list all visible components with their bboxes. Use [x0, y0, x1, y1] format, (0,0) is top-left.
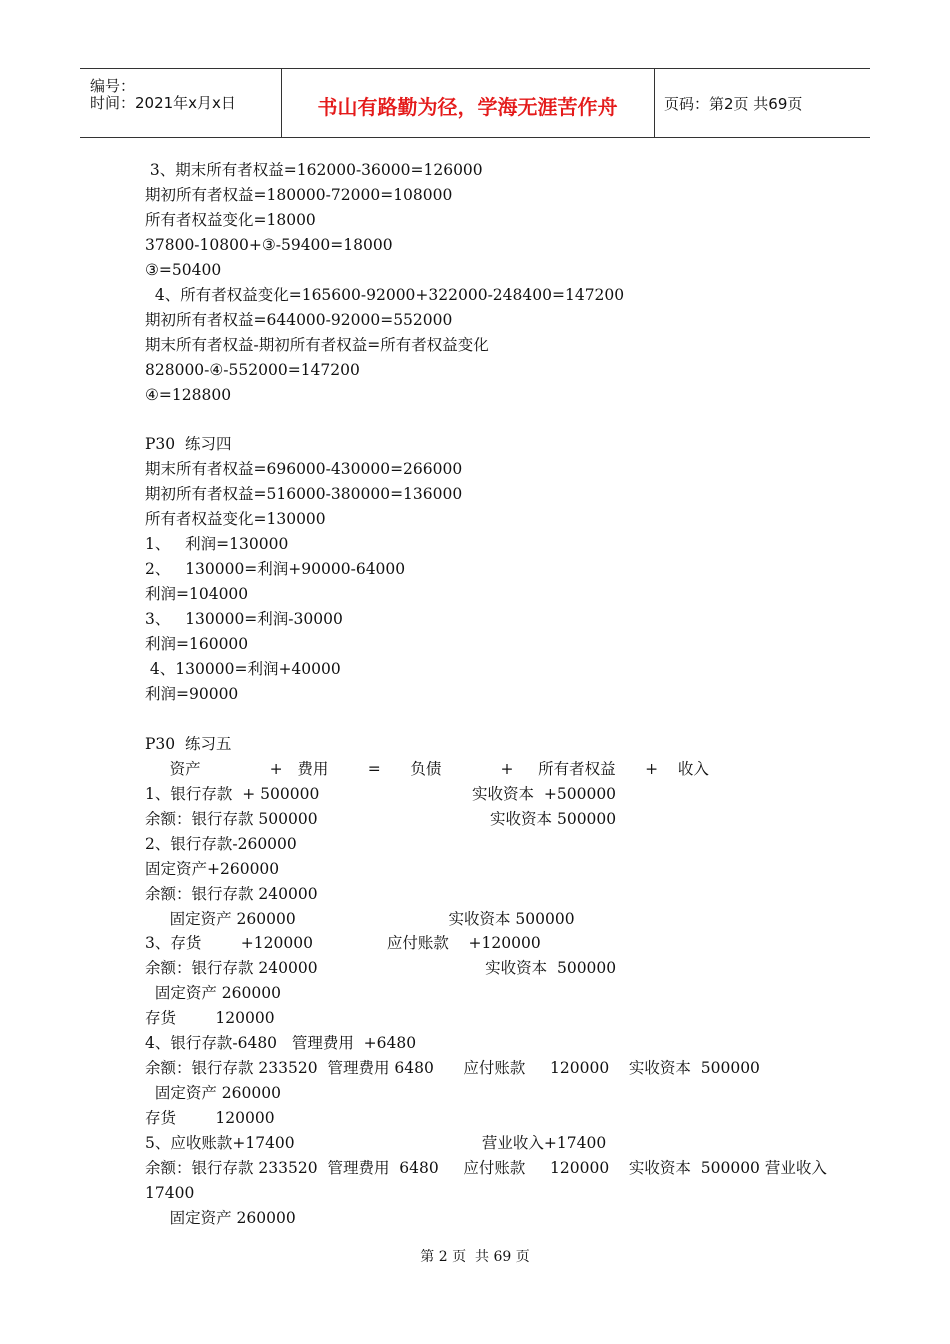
text-line: 固定资产 260000: [145, 1084, 281, 1103]
text-line: P30 练习五: [145, 734, 232, 753]
text-line: 利润=160000: [145, 635, 249, 654]
text-line: 资产 + 费用 = 负债 + 所有者权益 + 收入: [145, 759, 709, 778]
text-line: 1、 利润=130000: [145, 535, 289, 554]
text-line: 存货 120000: [145, 1009, 275, 1028]
text-line: 4、所有者权益变化=165600-92000+322000-248400=147200: [145, 285, 625, 304]
text-line: 余额：银行存款 233520 管理费用 6480 应付账款 120000 实收资本 500000: [145, 1059, 760, 1078]
text-line: 余额：银行存款 240000 实收资本 500000: [145, 959, 617, 978]
text-line: 1、银行存款 + 500000 实收资本 +500000: [145, 784, 617, 803]
text-line: 17400: [145, 1183, 195, 1202]
text-line: 5、应收账款+17400 营业收入+17400: [145, 1134, 607, 1153]
header-motto: 书山有路勤为径，学海无涯苦作舟: [317, 95, 618, 119]
text-line: 期初所有者权益=644000-92000=552000: [145, 310, 453, 329]
text-line: 期初所有者权益=180000-72000=108000: [145, 185, 453, 204]
text-line: 所有者权益变化=130000: [145, 510, 326, 529]
text-line: 期初所有者权益=516000-380000=136000: [145, 485, 463, 504]
header-motto-cell: [281, 69, 655, 137]
document-time-label: 时间：2021年x月x日: [90, 94, 236, 112]
page-footer: 第 2 页 共 69 页: [420, 1249, 530, 1265]
text-line: 所有者权益变化=18000: [145, 210, 316, 229]
header-info-cell: [80, 69, 282, 137]
text-line: 利润=90000: [145, 684, 239, 703]
header-page-number: 页码：第2页 共69页: [664, 95, 803, 113]
text-line: 2、银行存款-260000: [145, 834, 297, 853]
text-line: 4、130000=利润+40000: [145, 660, 341, 678]
text-line: 3、期末所有者权益=162000-36000=126000: [145, 161, 483, 179]
text-line: 余额：银行存款 500000 实收资本 500000: [145, 809, 617, 828]
text-line: 利润=104000: [145, 585, 249, 604]
text-line: P30 练习四: [145, 435, 232, 454]
text-line: 4、银行存款-6480 管理费用 +6480: [145, 1034, 417, 1053]
header-page-cell: [655, 69, 870, 137]
page-header: [80, 68, 870, 138]
text-line: 期末所有者权益=696000-430000=266000: [145, 460, 463, 479]
text-line: 固定资产 260000: [145, 1208, 296, 1227]
text-line: 余额：银行存款 233520 管理费用 6480 应付账款 120000 实收资本 500000 营业收入: [145, 1159, 827, 1177]
text-line: 固定资产 260000 实收资本 500000: [145, 909, 575, 928]
text-line: ③=50400: [145, 260, 222, 279]
text-line: 余额：银行存款 240000: [145, 884, 318, 903]
document-number-label: 编号：: [90, 77, 136, 95]
text-line: 3、 130000=利润-30000: [145, 610, 343, 629]
text-line: 828000-④-552000=147200: [145, 360, 360, 379]
text-line: 固定资产+260000: [145, 859, 280, 878]
text-line: ④=128800: [145, 385, 232, 404]
text-line: 3、存货 +120000 应付账款 +120000: [145, 934, 541, 953]
text-line: 2、 130000=利润+90000-64000: [145, 560, 406, 579]
text-line: 固定资产 260000: [145, 984, 281, 1003]
text-line: 37800-10800+③-59400=18000: [145, 235, 393, 254]
text-line: 存货 120000: [145, 1109, 275, 1128]
text-line: 期末所有者权益-期初所有者权益=所有者权益变化: [145, 335, 489, 354]
